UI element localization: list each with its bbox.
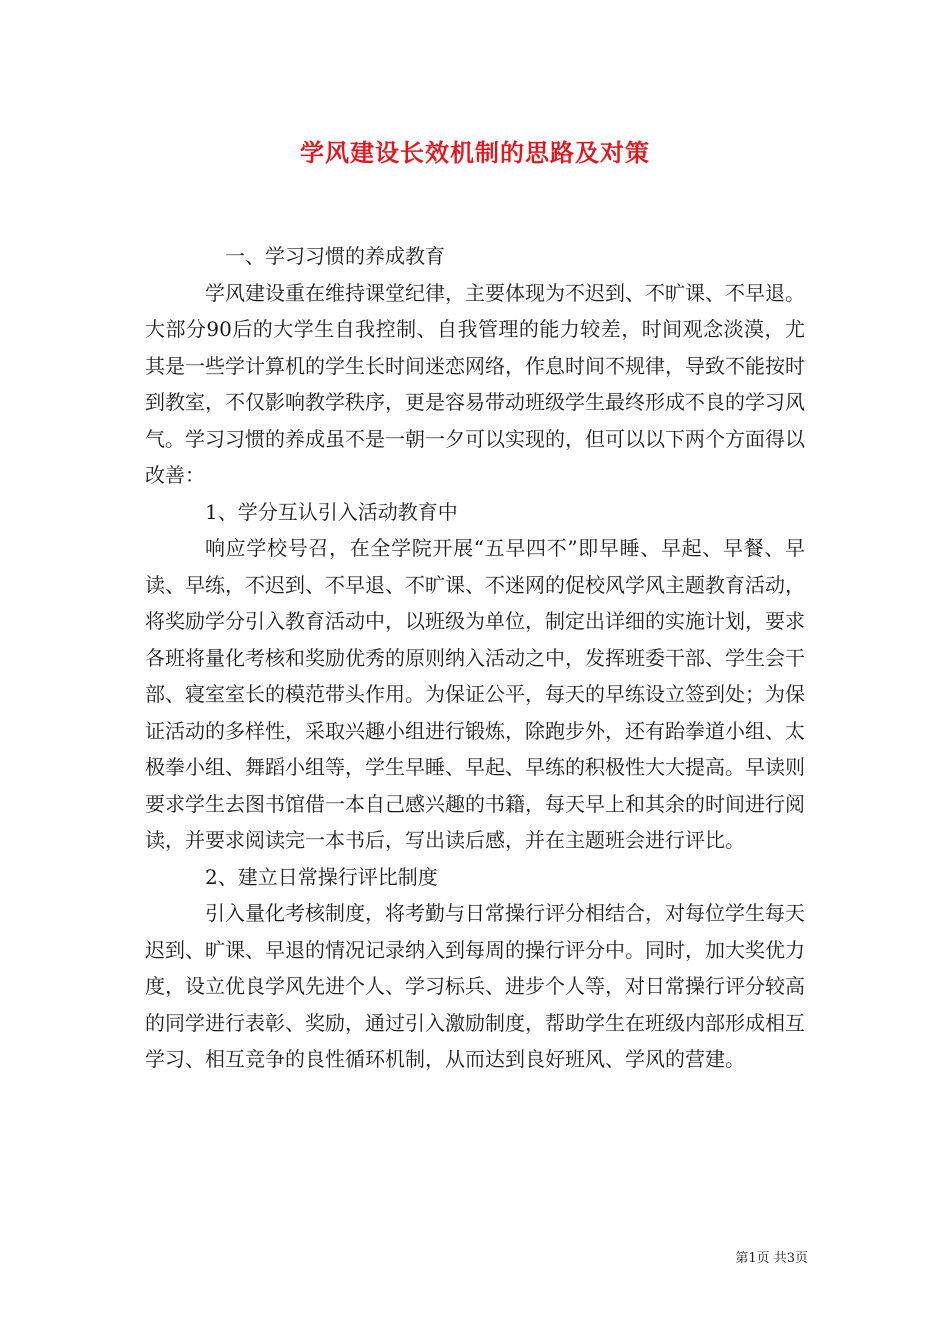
document-title: 学风建设长效机制的思路及对策 <box>300 138 650 167</box>
subheading-2: 2、建立日常操行评比制度 <box>205 864 438 889</box>
paragraph-2: 响应学校号召，在全学院开展“五早四不”即早睡、早起、早餐、早读、早练，不迟到、不早退、不旷课、不迷网的促校风学风主题教育活动，将奖励学分引入教育活动中，以班级为单位，制定出详细的实施计划，要求各班将量化考核和奖励优秀的原则纳入活动之中，发挥班委干部、学生会干部、寝室室长的模范带头作用。为保证公平，每天的早练设立签到处；为保证活动的多样性，采取兴趣小组进行锻炼，除跑步外，还有跆拳道小组、太极拳小组、舞蹈小组等，学生早睡、早起、早练的积极性大大提高。早读则要求学生去图书馆借一本自己感兴趣的书籍，每天早上和其余的时间进行阅读，并要求阅读完一本书后，写出读后感，并在主题班会进行评比。 <box>145 536 805 852</box>
paragraph-1: 学风建设重在维持课堂纪律，主要体现为不迟到、不旷课、不早退。大部分90后的大学生自我控制、自我管理的能力较差，时间观念淡漠，尤其是一些学计算机的学生长时间迷恋网络，作息时间不规律，导致不能按时到教室，不仅影响教学秩序，更是容易带动班级学生最终形成不良的学习风气。学习习惯的养成虽不是一朝一夕可以实现的，但可以以下两个方面得以改善： <box>145 280 805 487</box>
document-body <box>145 238 805 1078</box>
paragraph-3: 引入量化考核制度，将考勤与日常操行评分相结合，对每位学生每天迟到、旷课、早退的情况记录纳入到每周的操行评分中。同时，加大奖优力度，设立优良学风先进个人、学习标兵、进步个人等，对日常操行评分较高的同学进行表彰、奖励，通过引入激励制度，帮助学生在班级内部形成相互学习、相互竞争的良性循环机制，从而达到良好班风、学风的营建。 <box>145 901 805 1071</box>
section-heading-1: 一、学习习惯的养成教育 <box>225 244 445 268</box>
page-number: 第1页 共3页 <box>735 1251 808 1266</box>
subheading-1: 1、学分互认引入活动教育中 <box>205 499 458 524</box>
